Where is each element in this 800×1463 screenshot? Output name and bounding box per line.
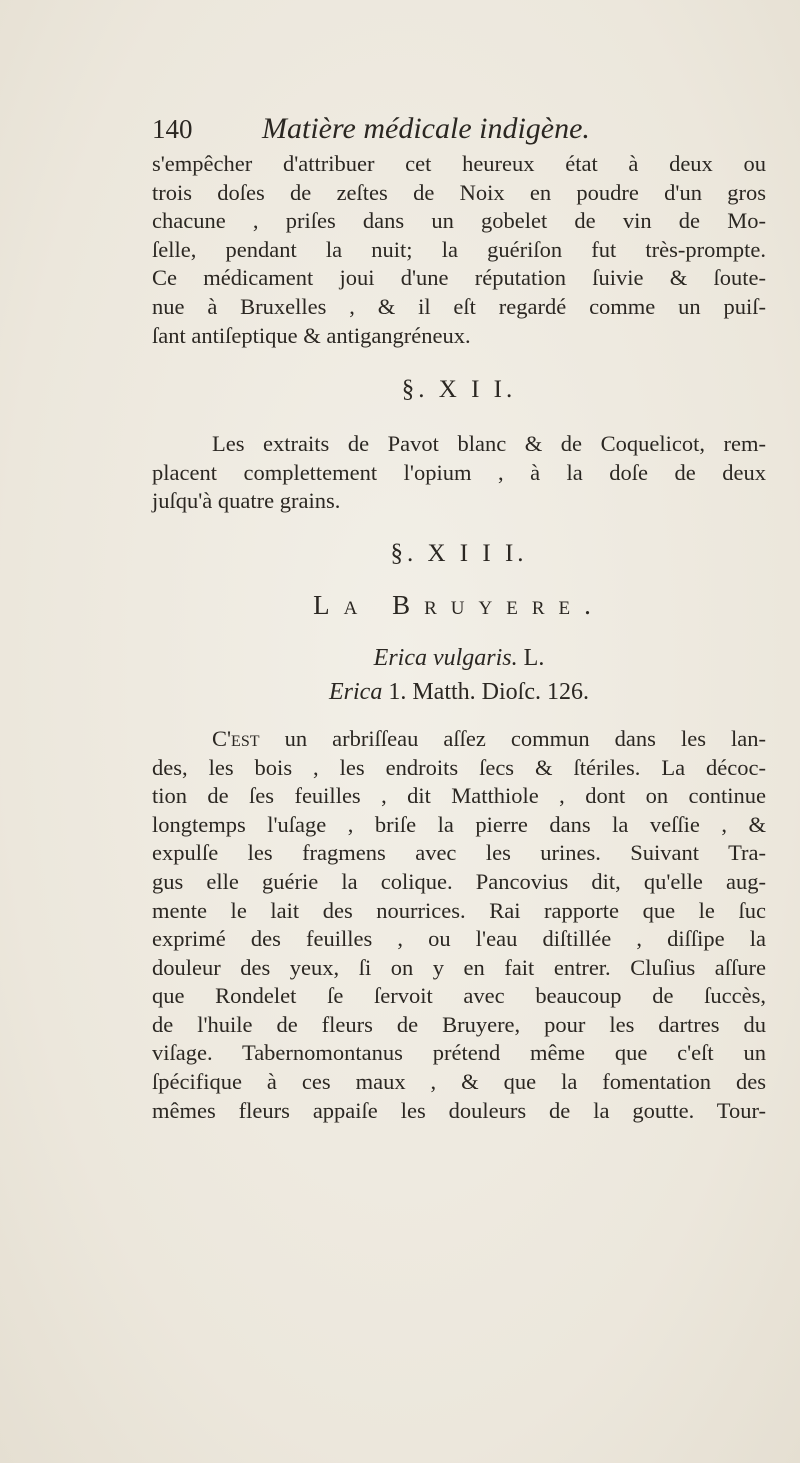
text-line: tion de ſes feuilles , dit Matthiole , dont on continue — [152, 783, 766, 809]
text-line: longtemps l'uſage , briſe la pierre dans la veſſie , & — [152, 811, 766, 837]
text-line: douleur des yeux, ſi on y en fait entrer. Cluſius aſſure — [152, 954, 766, 980]
text-block — [152, 112, 766, 1125]
paragraph-3 — [152, 725, 766, 1125]
section-heading-13: §. X I I I. — [390, 539, 528, 567]
text-line: mente le lait des nourrices. Rai rapporte que le ſuc — [152, 897, 766, 923]
page-number: 140 — [152, 114, 193, 144]
running-head — [152, 112, 766, 150]
text-line: de l'huile de fleurs de Bruyere, pour les dartres du — [152, 1011, 766, 1037]
synonym-1 — [152, 641, 766, 675]
text-line: s'empêcher d'attribuer cet heureux état à deux ou — [152, 151, 766, 176]
text-line — [152, 725, 766, 754]
first-line-rest: un arbriſſeau aſſez commun dans les lan- — [259, 725, 766, 751]
synonym-2-reference: 1. Matth. Dioſc. 126. — [382, 678, 589, 705]
text-line: que Rondelet ſe ſervoit avec beaucoup de ſuccès, — [152, 983, 766, 1009]
plant-title: La Bruyere. — [313, 589, 605, 620]
text-line: trois doſes de zeſtes de Noix en poudre d'un gros — [152, 179, 766, 205]
opening-word: C'est — [212, 725, 260, 751]
synonym-2-name: Erica — [329, 678, 383, 705]
text-line: Ce médicament joui d'une réputation ſuivie & ſoute- — [152, 265, 766, 291]
text-line: ſant antiſeptique & antigangréneux. — [152, 322, 471, 348]
text-line: des, les bois , les endroits ſecs & ſtériles. La décoc- — [152, 754, 766, 780]
text-line: ſelle, pendant la nuit; la guériſon fut très-prompte. — [152, 236, 766, 262]
running-title: Matière médicale indigène. — [262, 112, 590, 145]
paragraph-1 — [152, 150, 766, 350]
text-line: placent complettement l'opium , à la doſe de deux — [152, 459, 766, 485]
section-heading-12: §. X I I. — [401, 376, 517, 404]
text-line: exprimé des feuilles , ou l'eau diſtillée , diſſipe la — [152, 926, 766, 952]
text-line: viſage. Tabernomontanus prétend même que c'eſt un — [152, 1040, 766, 1066]
paragraph-2 — [152, 430, 766, 516]
text-line: gus elle guérie la colique. Pancovius dit, qu'elle aug- — [152, 868, 766, 894]
text-line: ſpécifique à ces maux , & que la fomentation des — [152, 1069, 766, 1095]
synonym-1-author: L. — [517, 644, 545, 671]
text-line: expulſe les fragmens avec les urines. Suivant Tra- — [152, 840, 766, 866]
text-line: mêmes fleurs appaiſe les douleurs de la goutte. Tour- — [152, 1097, 766, 1123]
text-line: Les extraits de Pavot blanc & de Coquelicot, rem- — [212, 431, 766, 457]
text-line: nue à Bruxelles , & il eſt regardé comme un puiſ- — [152, 293, 766, 319]
synonym-2 — [152, 675, 766, 709]
synonym-1-name: Erica vulgaris. — [373, 644, 518, 671]
text-line: juſqu'à quatre grains. — [152, 488, 341, 514]
text-line: chacune , priſes dans un gobelet de vin de Mo- — [152, 208, 766, 234]
